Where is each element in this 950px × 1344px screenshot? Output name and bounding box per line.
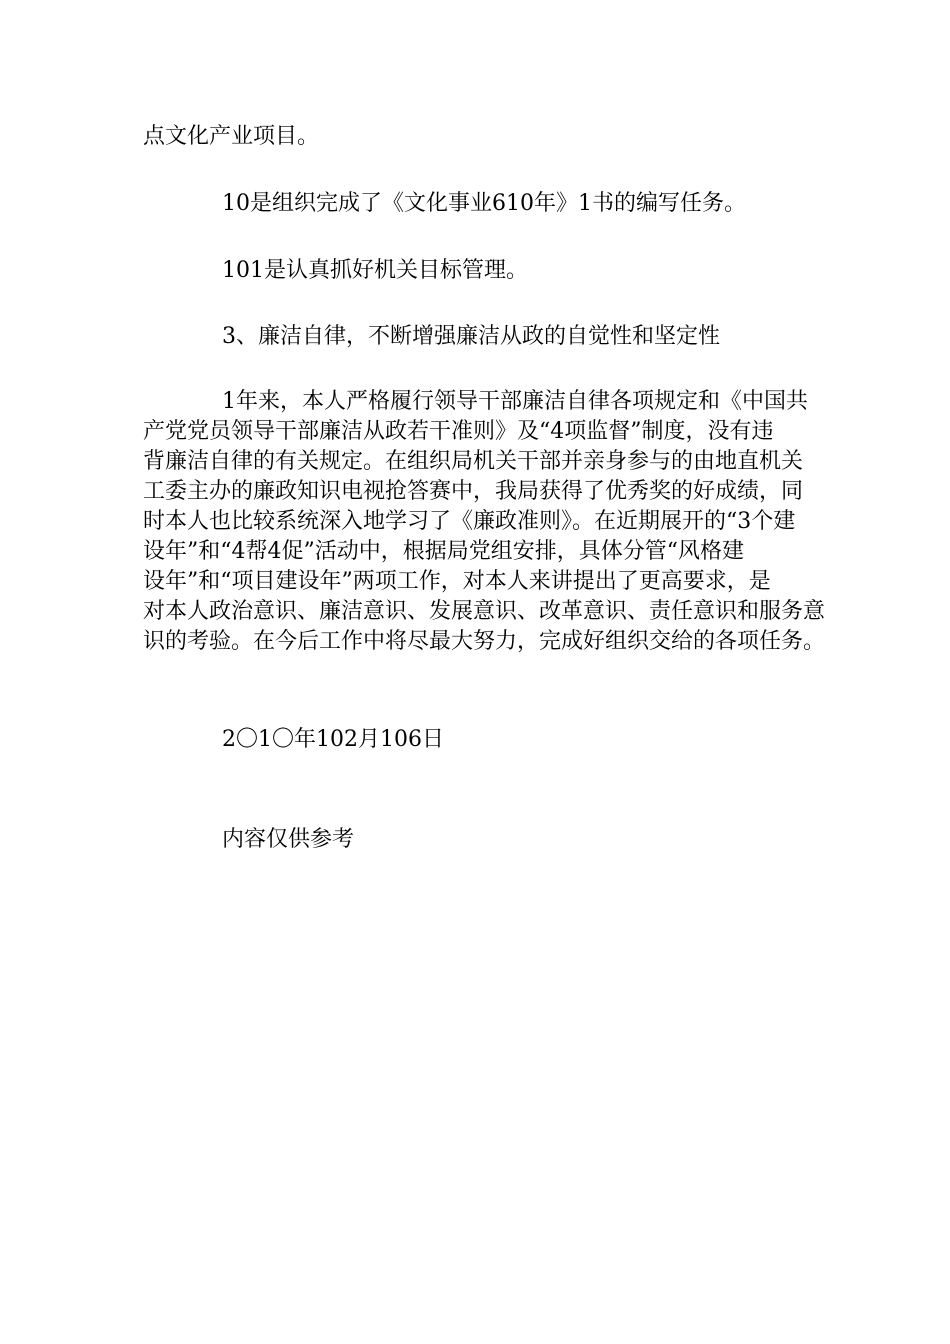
paragraph-line: 识的考验。在今后工作中将尽最大努力，完成好组织交给的各项任务。 (143, 629, 826, 654)
continuation-line: 点文化产业项目。 (143, 124, 320, 149)
paragraph-line: 1年来，本人严格履行领导干部廉洁自律各项规定和《中国共 (222, 389, 808, 414)
document-date: 2〇1〇年102月106日 (222, 727, 444, 752)
body-paragraph (143, 387, 826, 657)
paragraph-line: 对本人政治意识、廉洁意识、发展意识、改革意识、责任意识和服务意 (143, 599, 826, 624)
paragraph-line: 工委主办的廉政知识电视抢答赛中，我局获得了优秀奖的好成绩，同 (143, 479, 804, 504)
paragraph-line: 产党党员领导干部廉洁从政若干准则》及“4项监督”制度，没有违 (143, 419, 774, 444)
paragraph-line: 背廉洁自律的有关规定。在组织局机关干部并亲身参与的由地直机关 (143, 449, 804, 474)
section-heading: 3、廉洁自律，不断增强廉洁从政的自觉性和坚定性 (222, 324, 720, 349)
footer-note: 内容仅供参考 (222, 827, 355, 852)
list-item-10: 10是组织完成了《文化事业610年》1书的编写任务。 (222, 191, 746, 216)
paragraph-line: 设年”和“项目建设年”两项工作，对本人来讲提出了更高要求，是 (143, 569, 771, 594)
list-item-101: 101是认真抓好机关目标管理。 (222, 258, 528, 283)
paragraph-line: 设年”和“4帮4促”活动中，根据局党组安排，具体分管“风格建 (143, 539, 744, 564)
paragraph-line: 时本人也比较系统深入地学习了《廉政准则》。在近期展开的“3个建 (143, 509, 796, 534)
